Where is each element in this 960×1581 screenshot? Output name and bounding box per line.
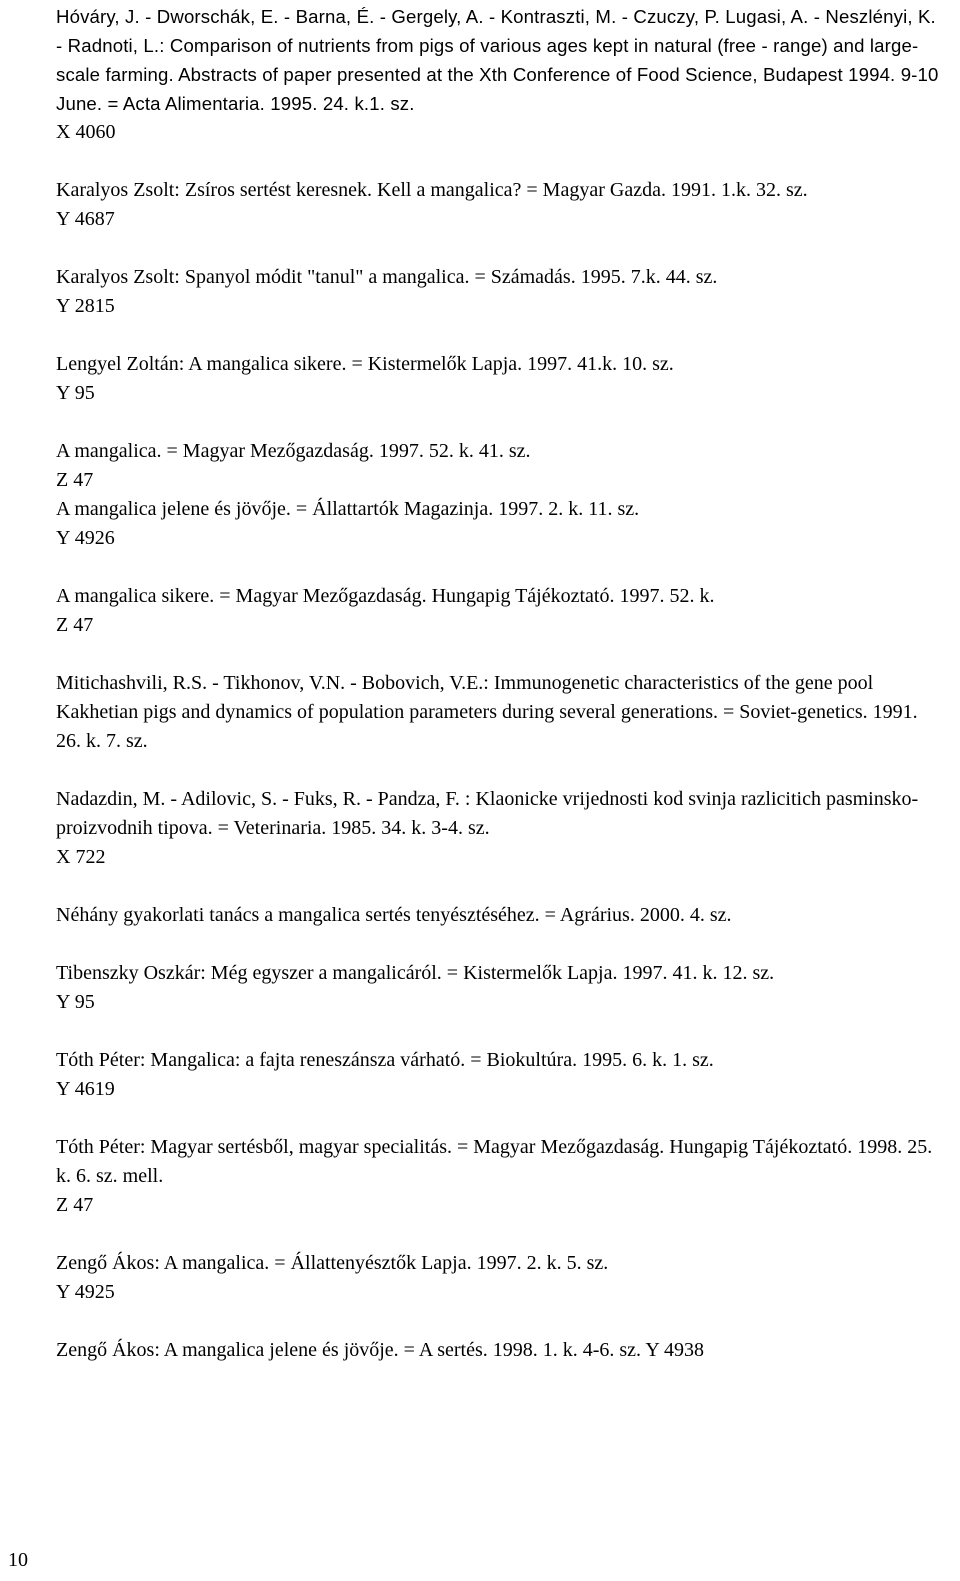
entry-citation: A mangalica sikere. = Magyar Mezőgazdaság. Hungapig Tájékoztató. 1997. 52. k. [56,585,715,607]
entry-citation: Mitichashvili, R.S. - Tikhonov, V.N. - Bobovich, V.E.: Immunogenetic characteristics of the gene pool Kakhetian pigs and dynamics of population parameters during several generations. = Soviet-genetics. 1991. 26. k. 7. sz. [56,672,918,752]
entry-citation: Néhány gyakorlati tanács a mangalica sertés tenyésztéséhez. = Agrárius. 2000. 4. sz. [56,904,732,926]
entry-call-number: Y 4926 [56,527,115,549]
bibliography-entry [56,1336,946,1365]
bibliography-entry [56,495,946,553]
entry-citation: Lengyel Zoltán: A mangalica sikere. = Kistermelők Lapja. 1997. 41.k. 10. sz. [56,353,674,375]
entry-citation: Karalyos Zsolt: Zsíros sertést keresnek. Kell a mangalica? = Magyar Gazda. 1991. 1.k. 32. sz. [56,179,808,201]
bibliography-entry [56,437,946,495]
bibliography-entry [56,959,946,1017]
entry-citation: Zengő Ákos: A mangalica. = Állattenyésztők Lapja. 1997. 2. k. 5. sz. [56,1252,609,1274]
entry-call-number: X 4060 [56,121,116,143]
entry-call-number: Y 4925 [56,1281,115,1303]
entry-call-number: Y 4687 [56,208,115,230]
entry-citation: Tibenszky Oszkár: Még egyszer a mangalicáról. = Kistermelők Lapja. 1997. 41. k. 12. sz. [56,962,775,984]
entry-citation: Hóváry, J. - Dworschák, E. - Barna, É. - Gergely, A. - Kontraszti, M. - Czuczy, P. Lugasi, A. - Neszlényi, K. - Radnoti, L.: Comparison of nutrients from pigs of various ages kept in natural (free - range) and large-scale farming. Abstracts of paper presented at the Xth Conference of Food Science, Budapest 1994. 9-10 June. = Acta Alimentaria. 1995. 24. k.1. sz. [56,6,939,114]
bibliography-entry [56,263,946,321]
bibliography-entry [56,1133,946,1220]
bibliography-entry [56,1249,946,1307]
bibliography-entry [56,2,946,147]
bibliography-entry [56,350,946,408]
entry-call-number: X 722 [56,846,106,868]
entry-citation: Tóth Péter: Mangalica: a fajta reneszánsza várható. = Biokultúra. 1995. 6. k. 1. sz. [56,1049,714,1071]
entry-call-number: Z 47 [56,614,94,636]
bibliography-entry [56,176,946,234]
entry-call-number: Y 95 [56,382,95,404]
bibliography-entry [56,582,946,640]
entry-citation: Tóth Péter: Magyar sertésből, magyar specialitás. = Magyar Mezőgazdaság. Hungapig Tájékoztató. 1998. 25. k. 6. sz. mell. [56,1136,933,1187]
entry-call-number: Z 47 [56,1194,94,1216]
bibliography-entry [56,669,946,756]
entry-citation: Zengő Ákos: A mangalica jelene és jövője. = A sertés. 1998. 1. k. 4-6. sz. [56,1339,642,1361]
entry-citation: Karalyos Zsolt: Spanyol módit "tanul" a mangalica. = Számadás. 1995. 7.k. 44. sz. [56,266,718,288]
page-number: 10 [8,1549,28,1571]
bibliography-entry [56,1046,946,1104]
bibliography-entry [56,785,946,872]
entry-citation: A mangalica. = Magyar Mezőgazdaság. 1997. 52. k. 41. sz. [56,440,531,462]
entry-call-number: Y 2815 [56,295,115,317]
entry-citation: A mangalica jelene és jövője. = Állattartók Magazinja. 1997. 2. k. 11. sz. [56,498,640,520]
entry-call-number: Y 4619 [56,1078,115,1100]
bibliography-entry [56,901,946,930]
entry-call-number: Y 95 [56,991,95,1013]
bibliography-page [56,2,946,1394]
entry-call-number: Z 47 [56,469,94,491]
entry-call-number: Y 4938 [645,1339,705,1361]
entry-citation: Nadazdin, M. - Adilovic, S. - Fuks, R. - Pandza, F. : Klaonicke vrijednosti kod svinja razlicitich pasminsko-proizvodnih tipova. = Veterinaria. 1985. 34. k. 3-4. sz. [56,788,919,839]
